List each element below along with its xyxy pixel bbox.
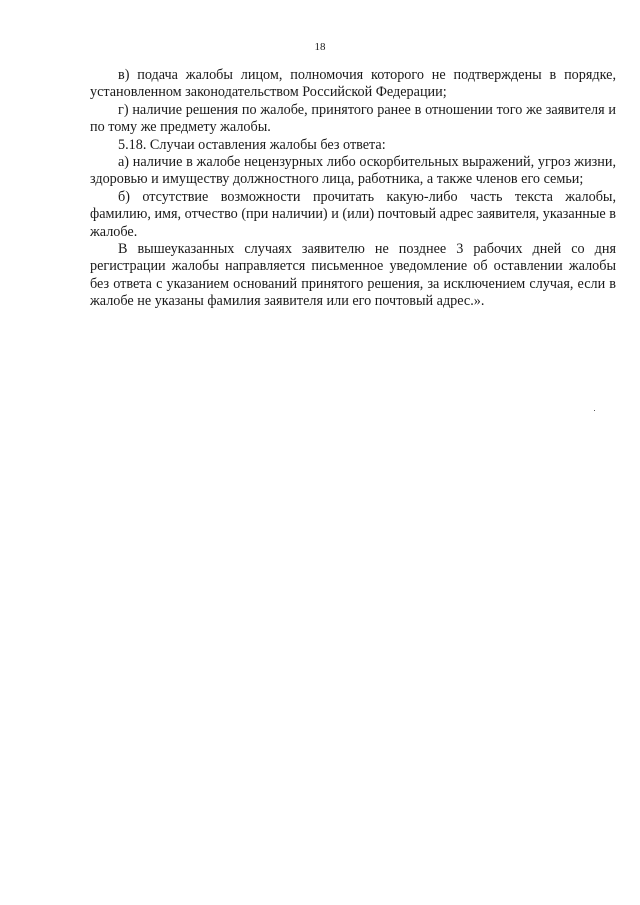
section-heading-5-18: 5.18. Случаи оставления жалобы без ответа: bbox=[118, 136, 386, 153]
scan-speck bbox=[594, 410, 595, 411]
paragraph-g: г) наличие решения по жалобе, принятого ранее в отношении того же заявителя и по тому же предмету жалобы. bbox=[90, 101, 616, 136]
document-body bbox=[90, 67, 616, 311]
paragraph-b: б) отсутствие возможности прочитать какую-либо часть текста жалобы, фамилию, имя, отчество (при наличии) и (или) почтовый адрес заявителя, указанные в жалобе. bbox=[90, 188, 616, 240]
paragraph-a: а) наличие в жалобе нецензурных либо оскорбительных выражений, угроз жизни, здоровью и имуществу должностного лица, работника, а также членов его семьи; bbox=[90, 154, 616, 188]
paragraph-v: в) подача жалобы лицом, полномочия которого не подтверждены в порядке, установленном законодательством Российской Федерации; bbox=[90, 67, 616, 101]
page-number: 18 bbox=[314, 41, 326, 53]
paragraph-notification: В вышеуказанных случаях заявителю не позднее 3 рабочих дней со дня регистрации жалобы направляется письменное уведомление об оставлении жалобы без ответа с указанием оснований принятого решения, за исключением случая, если в жалобе не указаны фамилия заявителя или его почтовый адрес.». bbox=[90, 241, 616, 310]
